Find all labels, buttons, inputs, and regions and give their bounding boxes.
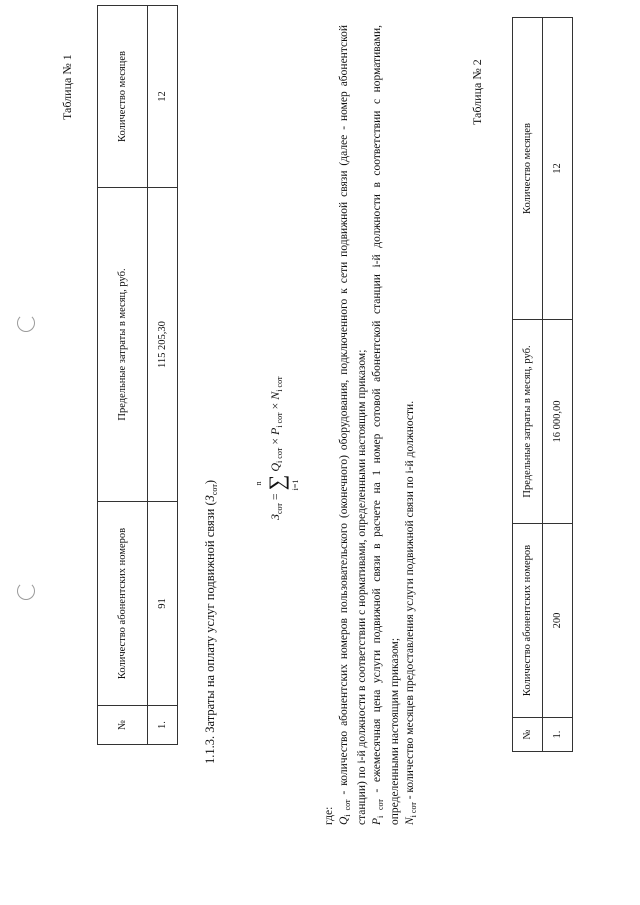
table2-cell-count: 200 [543,524,573,718]
table2-header-cost: Предельные затраты в месяц, руб. [513,320,543,524]
punch-hole-mark [17,314,35,332]
definitions [322,25,421,825]
punch-hole-mark [17,582,35,600]
table1-cell-cost: 115 205,30 [148,188,178,502]
table1-cell-count: 91 [148,502,178,706]
table2-cell-cost: 16 000,00 [543,320,573,524]
sum-sign: n ∑ i=1 [254,474,300,491]
table1-cell-num: 1. [148,706,178,745]
definition-n: $N_{i сот}$ - количество месяцев предоставления услуги подвижной связи по i-й должности. [403,400,418,825]
table2-header-count: Количество абонентских номеров [513,524,543,718]
table1-header-count: Количество абонентских номеров [98,502,148,706]
table2-header-months: Количество месяцев [513,18,543,320]
where-label: где: [323,806,335,825]
table1-header-months: Количество месяцев [98,6,148,188]
definition-q: $Q_{i сот}$ - количество абонентских номеров пользовательского (оконечного) оборудования, подключенного к сети подвижной связи (далее - номер абонентской станции) по i-й должности в соответствии с нормативами, определенными настоящим приказом; [337,24,368,825]
section-heading: 1.1.3. Затраты на оплату услуг подвижной связи $(З_{сот})$ [203,480,219,764]
table1-header-num: № [98,706,148,745]
table1-cell-months: 12 [148,6,178,188]
table2-cell-num: 1. [543,718,573,752]
cost-formula: $З_{сот}$ = n ∑ i=1 $Q_{i сот} \times P_{i сот} \times N_{i сот}$ [254,376,300,520]
table2-caption: Таблица № 2 [470,59,484,125]
table1-caption: Таблица № 1 [60,54,74,120]
table2-cell-months: 12 [543,18,573,320]
table1 [97,5,178,745]
table1-header-cost: Предельные затраты в месяц, руб. [98,188,148,502]
table2 [512,17,573,752]
definition-p: $P_{i сот}$ - ежемесячная цена услуги подвижной связи в расчете на 1 номер сотовой абонентской станции i-й должности в соответствии с нормативами, определенными настоящим приказом; [370,25,401,825]
table2-header-num: № [513,718,543,752]
